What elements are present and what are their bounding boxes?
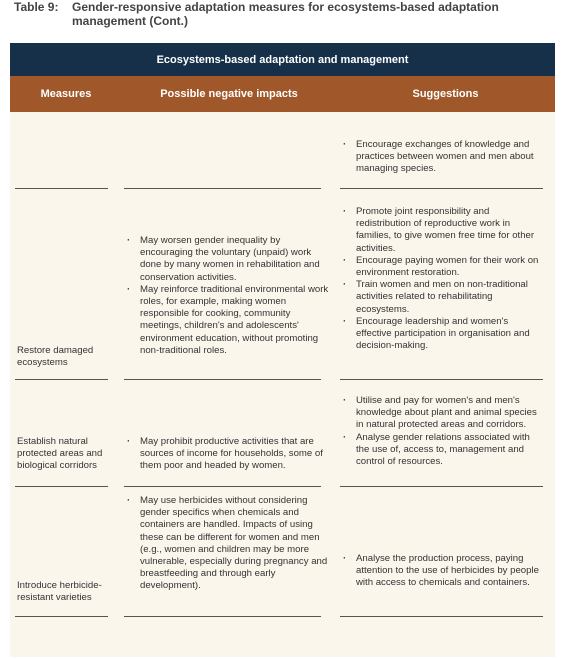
suggestions-cell xyxy=(340,206,545,352)
table-title: Gender-responsive adaptation measures for ecosystems-based adaptation management (Cont.) xyxy=(72,0,499,28)
suggestions-list xyxy=(340,206,545,352)
list-item: · Analyse the production process, paying attention to the use of herbicides by people with access to chemicals and containers. xyxy=(340,553,545,590)
impacts-cell xyxy=(124,436,329,473)
suggestions-list xyxy=(340,139,545,176)
table-panel xyxy=(10,43,555,657)
column-header-measures: Measures xyxy=(40,88,92,100)
row-divider xyxy=(340,188,543,189)
suggestions-list xyxy=(340,553,545,590)
row-divider xyxy=(124,616,321,617)
list-item: · Analyse gender relations associated with the use of, access to, management and control of resources. xyxy=(340,432,545,469)
list-item: · Utilise and pay for women's and men's knowledge about plant and animal species in natural protected areas and corridors. xyxy=(340,395,545,432)
measure-cell: Restore damaged ecosystems xyxy=(17,345,94,369)
list-item: · Encourage leadership and women's effective participation in organisation and decision-making. xyxy=(340,316,545,353)
row-divider xyxy=(340,379,543,380)
column-header-impacts: Possible negative impacts xyxy=(160,88,298,100)
impacts-list xyxy=(124,495,329,593)
row-divider xyxy=(15,486,108,487)
list-item: · May use herbicides without considering gender specifics when chemicals and containers are handled. Impacts of using these can be different for women and men (e.g., women and children may be more vulnerable, especially during pregnancy and breastfeeding and through early development). xyxy=(124,495,329,593)
table-row xyxy=(340,139,545,176)
column-header-row xyxy=(10,76,555,112)
suggestions-cell xyxy=(340,395,545,468)
table-header-title: Ecosystems-based adaptation and management xyxy=(10,43,555,76)
list-item: · May worsen gender inequality by encouraging the voluntary (unpaid) work done by many women in rehabilitation and conservation activities. xyxy=(124,235,329,284)
row-divider xyxy=(15,379,108,380)
row-divider xyxy=(340,486,543,487)
suggestions-list xyxy=(340,395,545,468)
measure-cell: Establish natural protected areas and biological corridors xyxy=(17,436,103,472)
list-item: · Encourage exchanges of knowledge and practices between women and men about managing species. xyxy=(340,139,545,176)
row-divider xyxy=(124,379,321,380)
measure-cell: Introduce herbicide-resistant varieties xyxy=(17,580,102,604)
impacts-list xyxy=(124,436,329,473)
list-item: · Promote joint responsibility and redistribution of reproductive work in families, to give women free time for other activities. xyxy=(340,206,545,255)
impacts-cell xyxy=(124,235,329,357)
impacts-list xyxy=(124,235,329,357)
row-divider xyxy=(124,188,321,189)
row-divider xyxy=(15,188,108,189)
row-divider xyxy=(15,616,108,617)
list-item: · May reinforce traditional environmental work roles, for example, making women responsible for cooking, community meetings, children's and adolescents' environment education, without promoting non-traditional roles. xyxy=(124,284,329,357)
row-divider xyxy=(124,486,321,487)
impacts-cell xyxy=(124,495,329,593)
list-item: · May prohibit productive activities that are sources of income for households, some of them poor and headed by women. xyxy=(124,436,329,473)
suggestions-cell xyxy=(340,553,545,590)
row-divider xyxy=(340,616,543,617)
list-item: · Encourage paying women for their work on environment restoration. xyxy=(340,255,545,279)
column-header-suggestions: Suggestions xyxy=(412,88,479,100)
table-number: Table 9: xyxy=(14,0,59,14)
list-item: · Train women and men on non-traditional activities related to rehabilitating ecosystems. xyxy=(340,279,545,316)
